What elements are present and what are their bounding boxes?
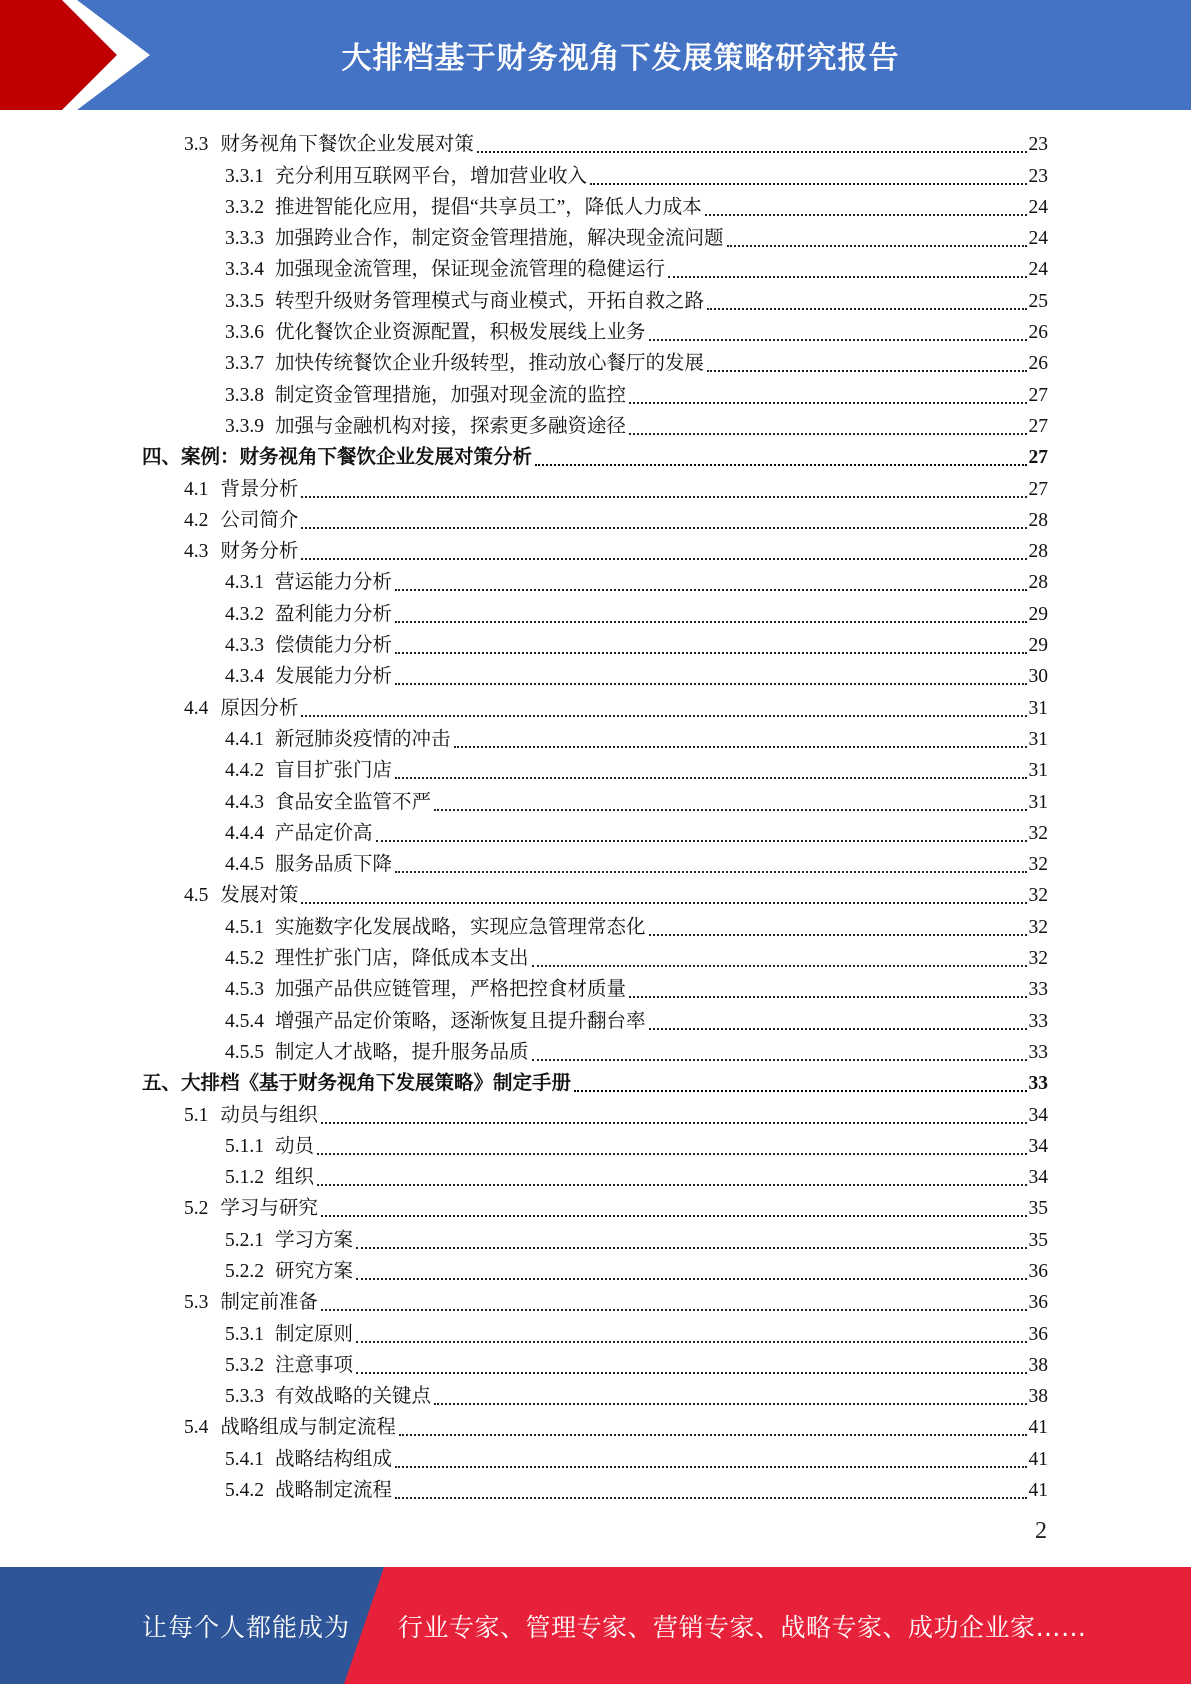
toc-entry-text: 食品安全监管不严 <box>275 791 432 813</box>
toc-entry-page: 33 <box>1028 1010 1048 1032</box>
toc-entry-page: 27 <box>1028 415 1048 437</box>
toc-entry-label <box>142 1071 571 1097</box>
toc-entry-page: 34 <box>1028 1167 1048 1189</box>
toc-entry-number: 5.3.1 <box>225 1323 264 1345</box>
toc-entry-label <box>225 320 646 346</box>
toc-entry-label <box>225 1228 353 1254</box>
toc-entry-label <box>225 1259 353 1285</box>
toc-entry-page: 27 <box>1028 384 1048 406</box>
toc-entry-text: 有效战略的关键点 <box>275 1386 432 1408</box>
toc-dot-leader <box>707 370 1026 372</box>
toc-subsection-entry[interactable] <box>140 283 1048 314</box>
toc-entry-page: 28 <box>1028 572 1048 594</box>
toc-entry-label <box>225 164 587 190</box>
toc-entry-page: 32 <box>1028 822 1048 844</box>
toc-dot-leader <box>395 652 1026 654</box>
toc-entry-number: 5.2 <box>184 1198 209 1220</box>
toc-entry-page: 27 <box>1028 478 1048 500</box>
toc-entry-text: 转型升级财务管理模式与商业模式，开拓自救之路 <box>275 290 705 312</box>
toc-entry-label <box>184 508 298 534</box>
toc-entry-page: 24 <box>1028 196 1048 218</box>
toc-dot-leader <box>301 715 1026 717</box>
toc-dot-leader <box>395 871 1026 873</box>
toc-entry-number: 5.4.2 <box>225 1480 264 1502</box>
toc-entry-text: 背景分析 <box>220 478 299 500</box>
toc-section-entry[interactable] <box>140 1097 1048 1128</box>
toc-subsection-entry[interactable] <box>140 1035 1048 1066</box>
toc-subsection-entry[interactable] <box>140 628 1048 659</box>
toc-subsection-entry[interactable] <box>140 221 1048 252</box>
toc-entry-label <box>225 383 626 409</box>
toc-entry-number: 3.3.8 <box>225 384 264 406</box>
toc-subsection-entry[interactable] <box>140 784 1048 815</box>
toc-subsection-entry[interactable] <box>140 158 1048 189</box>
toc-subsection-entry[interactable] <box>140 565 1048 596</box>
toc-entry-text: 发展对策 <box>220 885 299 907</box>
toc-entry-label <box>225 977 626 1003</box>
toc-entry-number: 5.4.1 <box>225 1448 264 1470</box>
toc-section-entry[interactable] <box>140 503 1048 534</box>
toc-entry-page: 26 <box>1028 322 1048 344</box>
toc-entry-text: 盲目扩张门店 <box>275 760 393 782</box>
toc-subsection-entry[interactable] <box>140 1379 1048 1410</box>
toc-dot-leader <box>454 746 1027 748</box>
toc-subsection-entry[interactable] <box>140 722 1048 753</box>
toc-entry-text: 推进智能化应用，提倡“共享员工”，降低人力成本 <box>275 196 702 218</box>
toc-entry-number: 4.5.5 <box>225 1041 264 1063</box>
toc-subsection-entry[interactable] <box>140 909 1048 940</box>
toc-entry-label <box>225 727 451 753</box>
toc-entry-number: 4.3.1 <box>225 572 264 594</box>
toc-subsection-entry[interactable] <box>140 1129 1048 1160</box>
toc-dot-leader <box>317 1153 1026 1155</box>
toc-entry-page: 36 <box>1028 1292 1048 1314</box>
toc-chapter-entry[interactable] <box>140 440 1048 471</box>
toc-subsection-entry[interactable] <box>140 1348 1048 1379</box>
toc-entry-number: 4.4.5 <box>225 854 264 876</box>
toc-dot-leader <box>532 1059 1027 1061</box>
toc-dot-leader <box>321 1309 1027 1311</box>
toc-dot-leader <box>395 683 1026 685</box>
toc-entry-label <box>225 195 702 221</box>
toc-dot-leader <box>356 1278 1026 1280</box>
toc-subsection-entry[interactable] <box>140 1316 1048 1347</box>
toc-dot-leader <box>477 151 1027 153</box>
toc-entry-number: 3.3.9 <box>225 415 264 437</box>
toc-entry-text: 战略结构组成 <box>275 1448 393 1470</box>
toc-entry-number: 4.3.2 <box>225 603 264 625</box>
toc-entry-text: 新冠肺炎疫情的冲击 <box>275 728 451 750</box>
toc-entry-label <box>225 1384 431 1410</box>
toc-dot-leader <box>321 1215 1027 1217</box>
toc-entry-number: 4.4.3 <box>225 791 264 813</box>
toc-entry-number: 3.3 <box>184 134 209 156</box>
toc-entry-label <box>225 790 431 816</box>
toc-dot-leader <box>629 402 1026 404</box>
toc-entry-label <box>184 883 298 909</box>
toc-entry-number: 3.3.5 <box>225 290 264 312</box>
toc-subsection-entry[interactable] <box>140 941 1048 972</box>
toc-entry-text: 学习与研究 <box>220 1198 318 1220</box>
toc-dot-leader <box>399 1434 1027 1436</box>
toc-dot-leader <box>532 965 1027 967</box>
toc-dot-leader <box>574 1090 1026 1092</box>
toc-entry-number: 5.4 <box>184 1417 209 1439</box>
toc-entry-page: 23 <box>1028 165 1048 187</box>
toc-subsection-entry[interactable] <box>140 377 1048 408</box>
toc-entry-page: 34 <box>1028 1104 1048 1126</box>
toc-entry-number: 5.3.2 <box>225 1354 264 1376</box>
toc-entry-page: 41 <box>1028 1417 1048 1439</box>
toc-entry-text: 战略组成与制定流程 <box>220 1417 396 1439</box>
toc-entry-text: 发展能力分析 <box>275 666 393 688</box>
toc-dot-leader <box>395 621 1026 623</box>
toc-entry-number: 3.3.6 <box>225 322 264 344</box>
toc-entry-text: 营运能力分析 <box>275 572 393 594</box>
toc-subsection-entry[interactable] <box>140 753 1048 784</box>
toc-entry-number: 4.4 <box>184 697 209 719</box>
chevron-logo-icon <box>0 0 160 110</box>
toc-entry-page: 32 <box>1028 916 1048 938</box>
toc-dot-leader <box>629 996 1026 998</box>
toc-subsection-entry[interactable] <box>140 972 1048 1003</box>
toc-entry-label <box>225 852 392 878</box>
toc-entry-text: 动员与组织 <box>220 1104 318 1126</box>
toc-subsection-entry[interactable] <box>140 659 1048 690</box>
toc-entry-page: 32 <box>1028 854 1048 876</box>
toc-entry-page: 29 <box>1028 635 1048 657</box>
toc-entry-number: 4.5.3 <box>225 979 264 1001</box>
toc-entry-text: 财务视角下餐饮企业发展对策 <box>220 134 474 156</box>
toc-dot-leader <box>356 1341 1026 1343</box>
toc-dot-leader <box>649 1028 1027 1030</box>
toc-entry-text: 战略制定流程 <box>275 1480 393 1502</box>
table-of-contents <box>140 127 1048 1504</box>
toc-entry-text: 盈利能力分析 <box>275 603 393 625</box>
toc-entry-label <box>225 570 392 596</box>
toc-entry-text: 服务品质下降 <box>275 854 393 876</box>
toc-entry-label <box>225 664 392 690</box>
toc-section-entry[interactable] <box>140 1285 1048 1316</box>
toc-entry-text: 加强产品供应链管理，严格把控食材质量 <box>275 979 627 1001</box>
toc-entry-label <box>225 602 392 628</box>
toc-dot-leader <box>668 276 1026 278</box>
toc-entry-text: 加强与金融机构对接，探索更多融资途径 <box>275 415 627 437</box>
footer-banner <box>0 1567 1191 1684</box>
toc-entry-number: 4.3.3 <box>225 635 264 657</box>
toc-entry-number: 4.5.2 <box>225 948 264 970</box>
toc-entry-text: 制定前准备 <box>220 1292 318 1314</box>
toc-dot-leader <box>317 1184 1026 1186</box>
toc-entry-page: 33 <box>1028 1073 1048 1095</box>
toc-entry-page: 27 <box>1028 447 1048 469</box>
toc-dot-leader <box>395 1497 1026 1499</box>
toc-entry-label <box>225 633 392 659</box>
toc-entry-text: 组织 <box>275 1167 315 1189</box>
toc-entry-text: 产品定价高 <box>275 822 373 844</box>
toc-entry-number: 3.3.2 <box>225 196 264 218</box>
toc-dot-leader <box>649 934 1027 936</box>
toc-entry-page: 41 <box>1028 1448 1048 1470</box>
toc-section-entry[interactable] <box>140 534 1048 565</box>
toc-entry-label <box>225 1009 646 1035</box>
toc-dot-leader <box>590 183 1026 185</box>
toc-entry-label <box>184 1103 318 1129</box>
toc-entry-text: 学习方案 <box>275 1229 354 1251</box>
toc-entry-number: 5.3 <box>184 1292 209 1314</box>
toc-subsection-entry[interactable] <box>140 816 1048 847</box>
toc-entry-number: 5.2.1 <box>225 1229 264 1251</box>
toc-entry-number: 5.1 <box>184 1104 209 1126</box>
toc-entry-page: 23 <box>1028 134 1048 156</box>
toc-entry-number: 3.3.4 <box>225 259 264 281</box>
toc-entry-label <box>225 1353 353 1379</box>
toc-dot-leader <box>705 214 1027 216</box>
toc-section-entry[interactable] <box>140 471 1048 502</box>
toc-subsection-entry[interactable] <box>140 1441 1048 1472</box>
toc-entry-page: 25 <box>1028 290 1048 312</box>
toc-dot-leader <box>649 339 1027 341</box>
toc-dot-leader <box>434 1403 1026 1405</box>
toc-subsection-entry[interactable] <box>140 252 1048 283</box>
toc-subsection-entry[interactable] <box>140 1473 1048 1504</box>
toc-entry-label <box>225 226 724 252</box>
toc-entry-number: 5.2.2 <box>225 1260 264 1282</box>
toc-section-entry[interactable] <box>140 127 1048 158</box>
toc-chapter-entry[interactable] <box>140 1066 1048 1097</box>
toc-subsection-entry[interactable] <box>140 1003 1048 1034</box>
toc-entry-number: 5.3.3 <box>225 1386 264 1408</box>
toc-dot-leader <box>535 464 1026 466</box>
toc-entry-page: 35 <box>1028 1229 1048 1251</box>
toc-entry-text: 实施数字化发展战略，实现应急管理常态化 <box>275 916 646 938</box>
toc-entry-page: 24 <box>1028 228 1048 250</box>
toc-entry-label <box>225 351 704 377</box>
toc-section-entry[interactable] <box>140 1191 1048 1222</box>
toc-dot-leader <box>301 496 1026 498</box>
toc-subsection-entry[interactable] <box>140 1254 1048 1285</box>
toc-entry-text: 制定人才战略，提升服务品质 <box>275 1041 529 1063</box>
toc-entry-label <box>225 915 646 941</box>
toc-entry-text: 加强跨业合作，制定资金管理措施，解决现金流问题 <box>275 228 724 250</box>
toc-entry-page: 38 <box>1028 1386 1048 1408</box>
toc-entry-label <box>142 445 532 471</box>
toc-dot-leader <box>356 1247 1026 1249</box>
toc-dot-leader <box>356 1372 1026 1374</box>
toc-entry-text: 原因分析 <box>220 697 299 719</box>
toc-entry-label <box>225 821 373 847</box>
toc-entry-page: 30 <box>1028 666 1048 688</box>
toc-entry-label <box>184 696 298 722</box>
toc-entry-page: 26 <box>1028 353 1048 375</box>
toc-dot-leader <box>629 433 1026 435</box>
toc-entry-text: 五、大排档《基于财务视角下发展策略》制定手册 <box>142 1073 572 1095</box>
toc-subsection-entry[interactable] <box>140 346 1048 377</box>
toc-entry-label <box>184 132 474 158</box>
toc-entry-page: 31 <box>1028 697 1048 719</box>
footer-slogan-left: 让每个人都能成为 <box>142 1612 351 1642</box>
toc-entry-number: 4.1 <box>184 478 209 500</box>
toc-dot-leader <box>707 308 1026 310</box>
toc-entry-number: 5.1.2 <box>225 1167 264 1189</box>
toc-entry-text: 增强产品定价策略，逐渐恢复且提升翻台率 <box>275 1010 646 1032</box>
toc-entry-label <box>225 414 626 440</box>
toc-entry-number: 5.1.1 <box>225 1135 264 1157</box>
toc-entry-page: 31 <box>1028 791 1048 813</box>
toc-dot-leader <box>301 902 1026 904</box>
toc-entry-label <box>225 1134 314 1160</box>
toc-entry-page: 33 <box>1028 979 1048 1001</box>
toc-entry-text: 财务分析 <box>220 541 299 563</box>
toc-entry-label <box>184 1290 318 1316</box>
toc-entry-text: 理性扩张门店，降低成本支出 <box>275 948 529 970</box>
toc-entry-label <box>225 1322 353 1348</box>
toc-entry-text: 偿债能力分析 <box>275 635 393 657</box>
toc-subsection-entry[interactable] <box>140 1160 1048 1191</box>
toc-entry-number: 4.5.1 <box>225 916 264 938</box>
toc-entry-label <box>184 1196 318 1222</box>
toc-entry-page: 31 <box>1028 760 1048 782</box>
toc-entry-text: 加快传统餐饮企业升级转型，推动放心餐厅的发展 <box>275 353 705 375</box>
toc-dot-leader <box>395 589 1026 591</box>
toc-entry-page: 32 <box>1028 885 1048 907</box>
toc-section-entry[interactable] <box>140 690 1048 721</box>
toc-dot-leader <box>321 1122 1027 1124</box>
toc-entry-page: 33 <box>1028 1041 1048 1063</box>
toc-entry-label <box>225 289 704 315</box>
toc-dot-leader <box>395 1466 1026 1468</box>
toc-dot-leader <box>301 527 1026 529</box>
toc-subsection-entry[interactable] <box>140 847 1048 878</box>
toc-entry-number: 3.3.1 <box>225 165 264 187</box>
toc-entry-page: 36 <box>1028 1260 1048 1282</box>
toc-entry-label <box>225 257 665 283</box>
toc-subsection-entry[interactable] <box>140 190 1048 221</box>
toc-entry-label <box>225 946 529 972</box>
toc-dot-leader <box>301 558 1026 560</box>
toc-entry-label <box>184 539 298 565</box>
toc-entry-page: 31 <box>1028 728 1048 750</box>
toc-entry-page: 28 <box>1028 541 1048 563</box>
toc-subsection-entry[interactable] <box>140 315 1048 346</box>
toc-entry-text: 制定资金管理措施，加强对现金流的监控 <box>275 384 627 406</box>
toc-entry-label <box>225 1040 529 1066</box>
toc-entry-page: 34 <box>1028 1135 1048 1157</box>
toc-entry-text: 动员 <box>275 1135 315 1157</box>
toc-subsection-entry[interactable] <box>140 1222 1048 1253</box>
toc-dot-leader <box>434 809 1026 811</box>
page-number: 2 <box>1035 1518 1047 1544</box>
toc-entry-number: 4.4.2 <box>225 760 264 782</box>
toc-entry-page: 35 <box>1028 1198 1048 1220</box>
toc-entry-number: 4.5 <box>184 885 209 907</box>
header-bar <box>0 0 1191 110</box>
toc-entry-label <box>184 477 298 503</box>
toc-dot-leader <box>376 840 1027 842</box>
toc-entry-number: 3.3.3 <box>225 228 264 250</box>
toc-subsection-entry[interactable] <box>140 596 1048 627</box>
toc-entry-page: 29 <box>1028 603 1048 625</box>
toc-dot-leader <box>727 245 1027 247</box>
toc-entry-text: 优化餐饮企业资源配置，积极发展线上业务 <box>275 322 646 344</box>
toc-entry-number: 4.5.4 <box>225 1010 264 1032</box>
toc-entry-number: 4.4.4 <box>225 822 264 844</box>
toc-entry-page: 28 <box>1028 509 1048 531</box>
toc-entry-label <box>225 758 392 784</box>
toc-entry-label <box>225 1165 314 1191</box>
toc-entry-number: 3.3.7 <box>225 353 264 375</box>
toc-entry-page: 41 <box>1028 1480 1048 1502</box>
toc-entry-text: 充分利用互联网平台，增加营业收入 <box>275 165 588 187</box>
toc-entry-page: 36 <box>1028 1323 1048 1345</box>
toc-section-entry[interactable] <box>140 878 1048 909</box>
footer-slogan-right: 行业专家、管理专家、营销专家、战略专家、成功企业家…… <box>398 1612 1087 1642</box>
toc-subsection-entry[interactable] <box>140 409 1048 440</box>
toc-entry-text: 加强现金流管理，保证现金流管理的稳健运行 <box>275 259 666 281</box>
toc-entry-number: 4.3 <box>184 541 209 563</box>
toc-entry-page: 38 <box>1028 1354 1048 1376</box>
toc-entry-number: 4.4.1 <box>225 728 264 750</box>
toc-dot-leader <box>395 777 1026 779</box>
toc-entry-page: 32 <box>1028 948 1048 970</box>
toc-entry-label <box>225 1447 392 1473</box>
toc-entry-text: 四、案例：财务视角下餐饮企业发展对策分析 <box>142 447 533 469</box>
toc-entry-text: 制定原则 <box>275 1323 354 1345</box>
toc-entry-text: 注意事项 <box>275 1354 354 1376</box>
toc-entry-text: 研究方案 <box>275 1260 354 1282</box>
toc-entry-label <box>184 1415 396 1441</box>
toc-entry-label <box>225 1478 392 1504</box>
document-title: 大排档基于财务视角下发展策略研究报告 <box>341 41 900 76</box>
toc-entry-number: 4.2 <box>184 509 209 531</box>
toc-section-entry[interactable] <box>140 1410 1048 1441</box>
toc-entry-number: 4.3.4 <box>225 666 264 688</box>
toc-entry-page: 24 <box>1028 259 1048 281</box>
toc-entry-text: 公司简介 <box>220 509 299 531</box>
